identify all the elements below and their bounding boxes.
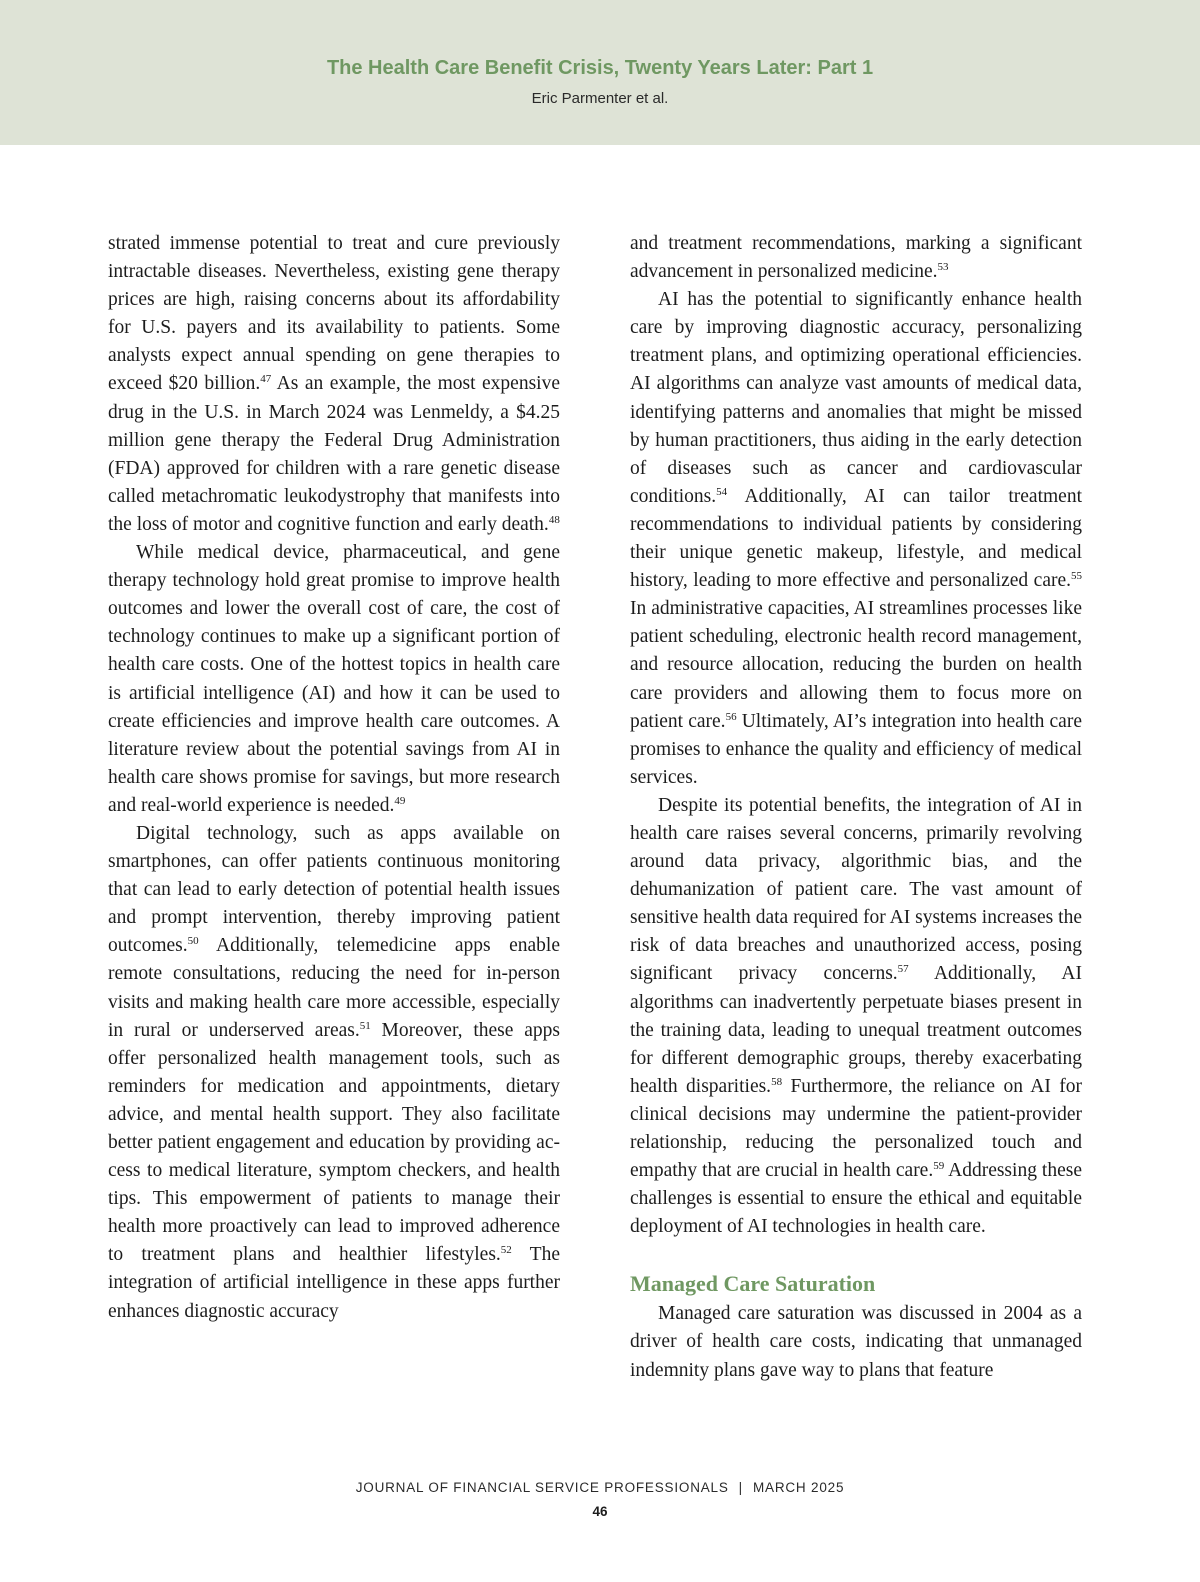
article-author: Eric Parmenter et al. [531, 90, 669, 107]
left-column [108, 230, 560, 1326]
body-text: Managed care saturation was discussed in 2004 as a driver of health care costs, indicating that unmanaged indemnity plans gave way to plans that feature [630, 1303, 1082, 1381]
body-text: and treatment recommendations, marking a significant advancement in personalized medicine. [630, 233, 1082, 283]
footnote-ref: 52 [500, 1244, 512, 1257]
footnote-ref: 53 [937, 261, 949, 274]
body-text: While medical device, pharmaceutical, and gene therapy technology hold great promise to improve health outcomes and lower the overall cost of care, the cost of technology continues to make up a significant portion of health care costs. One of the hottest topics in health care is artificial intelligence (AI) and how it can be used to create efficiencies and improve health care outcomes. A literature review about the potential savings from AI in health care shows promise for savings, but more research and real-world experience is needed. [108, 542, 560, 816]
paragraph [630, 792, 1082, 1242]
body-text: Additionally, AI can tailor treatment recommendations to individual patients by considering their unique genetic makeup, lifestyle, and medical history, leading to more effective and personalized care. [630, 485, 1082, 592]
footnote-ref: 47 [260, 373, 272, 386]
footnote-ref: 50 [187, 935, 199, 948]
footnote-ref: 54 [716, 485, 728, 498]
paragraph [108, 820, 560, 1326]
paragraph [630, 286, 1082, 792]
body-text: Ultimately, AI’s integration into health care promises to enhance the quality and efficiency of medical services. [630, 710, 1082, 788]
footnote-ref: 49 [394, 794, 406, 807]
body-text: strated immense potential to treat and cure previously intractable diseases. Nevertheless, existing gene therapy prices are high, raising concerns about its affordability for U.S. payers and its availability to patients. Some analysts expect annual spending on gene therapies to exceed $20 billion. [108, 233, 560, 395]
body-text: Additionally, AI algorithms can inadvertently perpetuate biases present in the training data, leading to unequal treatment outcomes for different demographic groups, thereby exacerbating health disparities. [630, 963, 1082, 1097]
body-text: Additionally, telemedicine apps enable remote consultations, reducing the need for in-person visits and making health care more accessible, especially in rural or underserved areas. [108, 935, 560, 1041]
footnote-ref: 51 [359, 1019, 371, 1032]
body-text: Addressing these challenges is essential to ensure the ethical and equitable deployment of AI technologies in health care. [630, 1160, 1082, 1238]
paragraph [630, 230, 1082, 286]
body-text: Despite its potential benefits, the integration of AI in health care raises several concerns, primarily revolving around data privacy, algorithmic bias, and the dehumanization of patient care. The vast amount of sensitive health data required for AI systems increases the risk of data breaches and unauthorized access, posing significant privacy concerns. [630, 794, 1082, 985]
body-text: AI has the potential to significantly enhance health care by improving diagnostic accuracy, personalizing treatment plans, and optimizing operational efficiencies. AI algorithms can analyze vast amounts of medical data, identifying patterns and anomalies that might be missed by human practitioners, thus aiding in the early detection of diseases such as cancer and cardiovascular conditions. [630, 289, 1082, 507]
footnote-ref: 59 [933, 1160, 945, 1173]
body-text: Furthermore, the reliance on AI for clinical decisions may undermine the patient-provider relationship, reducing the personalized touch and empathy that are crucial in health care. [630, 1075, 1082, 1182]
body-text: In administrative capacities, AI streamlines processes like patient scheduling, electronic health record management, and resource allocation, reducing the burden on health care providers and allowing them to focus more on patient care. [630, 598, 1082, 732]
paragraph [108, 539, 560, 820]
article-title: The Health Care Benefit Crisis, Twenty Years Later: Part 1 [326, 57, 874, 79]
running-header [0, 0, 1200, 145]
footnote-ref: 48 [548, 513, 560, 526]
body-text: As an example, the most expensive drug in the U.S. in March 2024 was Lenmeldy, a $4.25 million gene therapy the Federal Drug Administration (FDA) approved for children with a rare genetic disease called metachromatic leukodystrophy that manifests into the loss of motor and cognitive function and early death. [108, 373, 560, 535]
body-text: Digital technology, such as apps available on smartphones, can offer patients continuous monitoring that can lead to early detection of potential health issues and prompt intervention, thereby improving patient outcomes. [108, 822, 560, 957]
footnote-ref: 55 [1071, 570, 1082, 583]
right-column [630, 230, 1082, 1385]
section-heading: Managed Care Saturation [630, 1271, 876, 1297]
paragraph [630, 1300, 1082, 1384]
footnote-ref: 58 [771, 1075, 783, 1088]
footer-separator: | [738, 1480, 743, 1495]
footnote-ref: 57 [897, 963, 909, 976]
issue-date: MARCH 2025 [752, 1480, 845, 1495]
page-number: 46 [592, 1504, 608, 1519]
body-text: Moreover, these apps offer personalized health management tools, such as reminders for medication and appointments, dietary advice, and mental health support. They also facilitate better patient engagement and education by providing access to medical literature, symptom checkers, and health tips. This empowerment of patients to manage their health more proactively can lead to improved adherence to treatment plans and healthier lifestyles. [108, 1019, 560, 1266]
footer-journal-line [0, 1480, 1200, 1495]
paragraph [108, 230, 560, 539]
journal-name: JOURNAL OF FINANCIAL SERVICE PROFESSIONALS [355, 1480, 729, 1495]
body-text: The integration of artificial intelligence in these apps further enhances diagnostic accuracy [108, 1244, 560, 1322]
footnote-ref: 56 [725, 710, 737, 723]
